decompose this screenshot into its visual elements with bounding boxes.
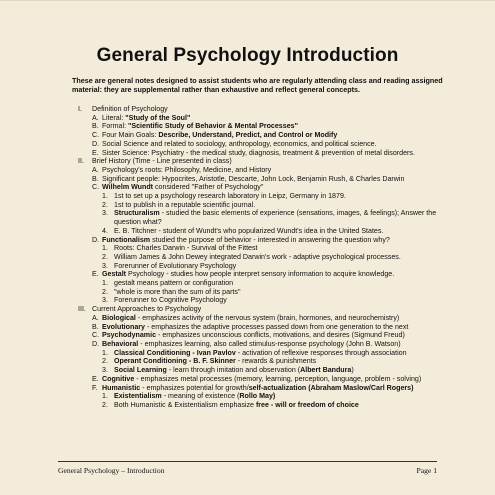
outline-item-label: B. [92,122,99,131]
text-run: Forerunner of Evolutionary Psychology [114,261,237,270]
outline-item-label: C. [92,331,100,340]
outline-item-text [114,357,460,366]
outline-item [70,357,460,366]
outline-item-text [102,140,460,149]
bold-term: Existentialism [114,392,162,401]
outline-item-label: A. [92,113,99,122]
text-run: - meaning of existence ( [161,392,240,401]
outline-item-label: F. [92,383,98,392]
text-run: - studied the basic elements of experience (sensations, images, & feelings); Answer the question what? [114,209,437,227]
outline-item-text [102,114,460,123]
page-number: Page 1 [416,466,437,475]
outline-item [70,314,460,323]
outline-item-label: I. [78,105,82,113]
text-run: "whole is more than the sum of its parts" [114,287,241,296]
outline-item-label: 3. [102,261,108,270]
outline-item-label: 1. [102,192,108,201]
bold-term: Functionalism [102,235,151,244]
outline-item-text [114,296,460,305]
outline-item-label: B. [92,322,99,331]
text-run: William James & John Dewey integrated Darwin's work - adaptive psychological processes. [114,252,401,261]
outline-item [70,183,460,192]
text-run: - emphasizes activity of the nervous system (brain, hormones, and neurochemistry) [135,313,400,322]
outline-item [70,253,460,262]
outline-item-label: 3. [102,296,108,305]
bold-term: free - will or freedom of choice [255,400,359,409]
text-run: studied the purpose of behavior - interested in answering the question why? [150,235,390,244]
outline-item [70,175,460,184]
intro-paragraph: These are general notes designed to assist students who are regularly attending class and reading assigned material: they are supplemental rather than exhaustive and reflect general concepts. [72,76,443,94]
outline-item [70,140,460,149]
outline-item [70,270,460,279]
outline-item-text [114,244,460,253]
outline-item-text [102,375,460,384]
text-run: Definition of Psychology [92,105,168,113]
outline-item-label: A. [92,165,99,174]
bold-term: Humanistic [102,383,141,392]
outline-item [70,279,460,288]
text-run: - emphasizes unconscious conflicts, motivations, and desires (Sigmund Freud) [156,331,405,340]
outline-item-label: 1. [102,244,108,253]
outline-item-text [102,331,460,340]
bold-term: Social Learning [114,366,167,375]
outline-item-label: E. [92,374,99,383]
text-run: - emphasizes learning, also called stimulus-response psychology (John B. Watson) [138,339,401,348]
outline-item [70,192,460,201]
text-run: Roots: Charles Darwin - Survival of the Fittest [114,244,258,253]
outline-item-label: E. [92,148,99,157]
outline-item [70,105,460,114]
text-run: Four Main Goals: [102,131,159,140]
page-title: General Psychology Introduction [96,45,399,66]
text-run: - rewards & punishments [235,357,317,366]
outline-item-text [114,192,460,201]
bold-term: Describe, Understand, Predict, and Control or Modify [158,131,338,140]
outline-item-label: D. [92,339,100,348]
outline-item-text [114,288,460,297]
text-run: Sister Science: Psychiatry - the medical study, diagnosis, treatment & prevention of metal disorders. [102,148,415,157]
bold-term: Gestalt [102,270,127,279]
outline-item-label: C. [92,131,100,140]
outline-item-text [92,305,460,314]
outline-item-text [102,323,460,332]
outline-list [70,105,460,410]
outline-item-label: II. [78,157,84,166]
outline-item-text [102,340,460,349]
outline-item-label: C. [92,183,100,192]
bold-term: Operant Conditioning - B. F. Skinner [114,357,236,366]
text-run: - emphasizes potential for growth/ [140,383,249,392]
outline-item-text [92,157,460,166]
outline-item [70,375,460,384]
text-run: Significant people: Hypocrites, Aristotle, Descarte, John Lock, Benjamin Rush, & Charles Darwin [102,174,405,183]
outline-item-label: 1. [102,348,108,357]
text-run: ) [351,366,354,375]
outline-item [70,366,460,375]
outline-item-label: 2. [102,252,108,261]
outline-item-text [114,279,460,288]
outline-item [70,114,460,123]
outline-item-text [114,227,460,236]
bold-term: Cognitive [102,374,135,383]
outline-item [70,340,460,349]
outline-item-text [102,236,460,245]
outline-item-text [114,349,460,358]
outline-item-text [114,209,460,226]
bold-term: Structuralism [114,209,160,218]
outline-item-label: 2. [102,200,108,209]
page-footer [58,461,437,478]
outline-item [70,122,460,131]
outline-item-label: 2. [102,287,108,296]
outline-item [70,288,460,297]
text-run: Forerunner to Cognitive Psychology [114,296,227,305]
text-run: - activation of reflexive responses through association [235,348,407,357]
outline-item-text [114,366,460,375]
text-run: - emphasizes the adaptive processes passed down from one generation to the next [144,322,409,331]
outline-item-label: 1. [102,279,108,288]
outline-item [70,262,460,271]
outline-item [70,166,460,175]
outline-item-label: E. [92,270,99,279]
outline-item [70,131,460,140]
outline-item [70,296,460,305]
outline-item-label: 3. [102,366,108,375]
text-run: Psychology - studies how people interpret sensory information to acquire knowledge. [126,270,395,279]
outline-item-text [102,384,460,393]
outline-item-label: 3. [102,209,108,218]
text-run: Formal: [102,122,129,131]
text-run: Current Approaches to Psychology [92,305,202,314]
outline-item-text [102,131,460,140]
text-run: Brief History (Time - Line presented in class) [92,157,232,166]
footer-title: General Psychology – Introduction [58,466,165,475]
outline-item-label: 4. [102,226,108,235]
outline-item-text [114,253,460,262]
outline-item [70,331,460,340]
outline-item [70,244,460,253]
outline-item [70,305,460,314]
bold-term: self-actualization (Abraham Maslow/Carl Rogers) [248,383,414,392]
text-run: 1st to set up a psychology research laboratory in Leipz, Germany in 1879. [114,192,346,201]
bold-term: Classical Conditioning - Ivan Pavlov [114,348,236,357]
text-run: - emphasizes metal processes (memory, learning, perception, language, problem - solving) [134,374,422,383]
bold-term: Albert Bandura [300,366,352,375]
outline-item-label: 1. [102,392,108,401]
text-run: Both Humanistic & Existentialism emphasize [114,400,256,409]
bold-term: Biological [102,313,136,322]
outline-item-label: III. [78,305,86,314]
outline-item-text [102,122,460,131]
bold-term: Wilhelm Wundt [102,183,154,192]
outline-item [70,323,460,332]
outline-item [70,209,460,226]
outline-item [70,401,460,410]
text-run: gestalt means pattern or configuration [114,279,234,288]
outline-item-text [102,183,460,192]
outline-item-text [102,175,460,184]
outline-item-text [114,262,460,271]
outline-item-text [102,149,460,158]
text-run: - learn through imitation and observation ( [166,366,301,375]
outline-item [70,236,460,245]
text-run: considered "Father of Psychology" [153,183,264,192]
text-run: E. B. Titchner - student of Wundt's who popularized Wundt's idea in the United States. [114,226,384,235]
text-run: Psychology's roots: Philosophy, Medicine, and History [102,165,272,174]
outline-item [70,157,460,166]
outline-item-label: D. [92,235,100,244]
text-run: Social Science and related to sociology, anthropology, economics, and political science. [102,139,377,148]
outline-item-label: 2. [102,357,108,366]
text-run: 1st to publish in a reputable scientific journal. [114,200,256,209]
outline-item-text [102,314,460,323]
outline-item-text [102,270,460,279]
outline-item [70,149,460,158]
outline-item [70,392,460,401]
outline-item-text [114,392,460,401]
bold-term: "Study of the Soul" [125,113,191,122]
outline-item [70,384,460,393]
bold-term: Evolutionary [102,322,145,331]
bold-term: Rollo May) [239,392,276,401]
outline-item-label: A. [92,313,99,322]
outline-item-text [92,105,460,114]
outline-item [70,201,460,210]
outline-item-label: B. [92,174,99,183]
outline-item-text [102,166,460,175]
bold-term: Psychodynamic [102,331,157,340]
outline-item-text [114,401,460,410]
outline-item-label: D. [92,139,100,148]
outline-item-label: 2. [102,400,108,409]
outline-item [70,227,460,236]
bold-term: "Scientific Study of Behavior & Mental Processes" [128,122,298,131]
outline-item [70,349,460,358]
bold-term: Behavioral [102,339,139,348]
text-run: Literal: [102,113,126,122]
outline-item-text [114,201,460,210]
